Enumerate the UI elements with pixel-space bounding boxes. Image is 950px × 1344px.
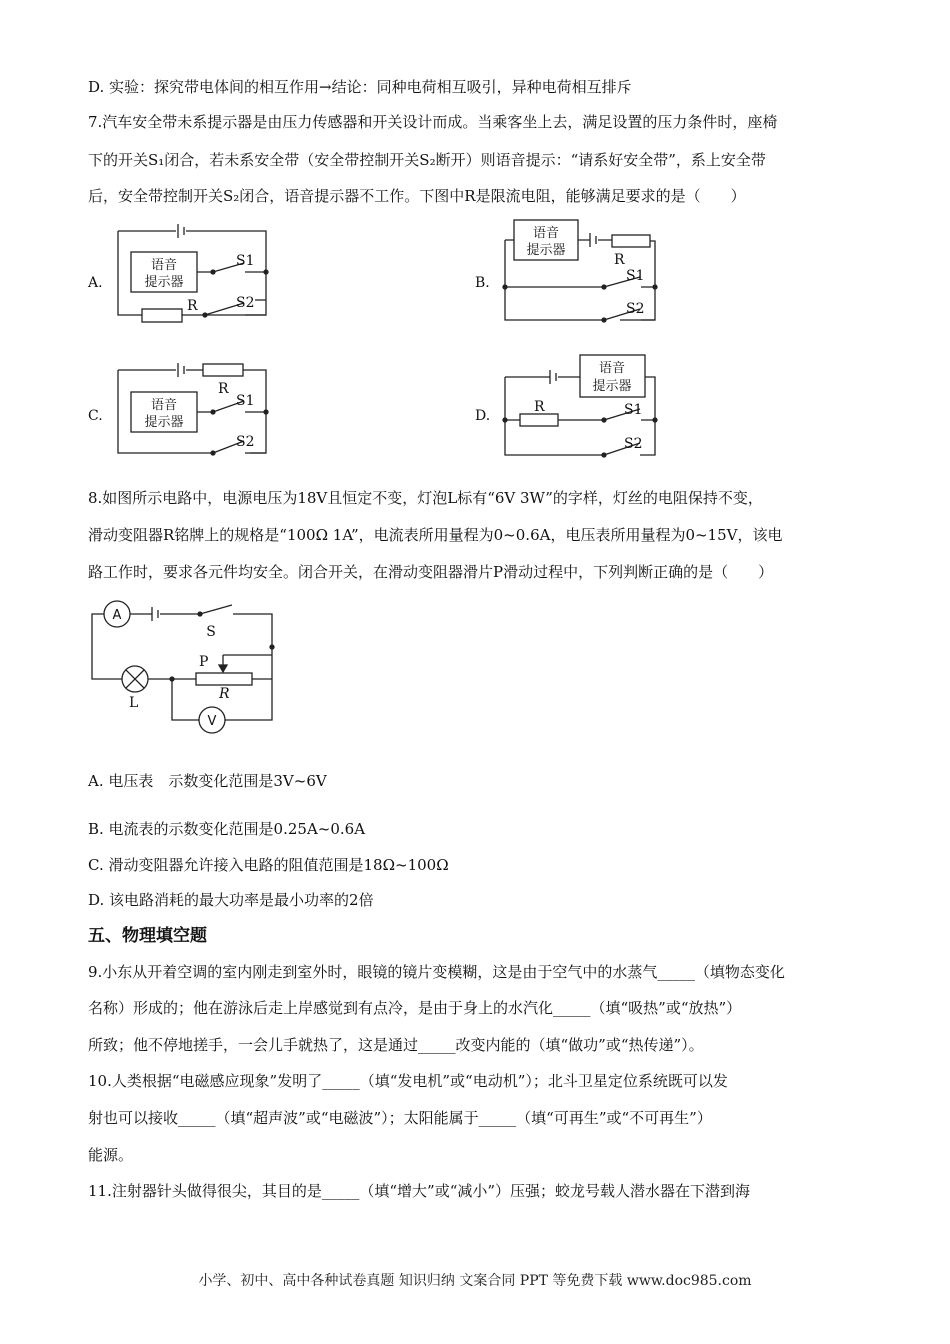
circuit-c-box-line2: 提示器: [144, 415, 184, 430]
circuit-a-box-line1: 语音: [150, 258, 178, 273]
circuit-a-r-label: R: [187, 298, 198, 314]
q8-option-d: D. 该电路消耗的最大功率是最小功率的2倍: [88, 891, 374, 909]
slider-label: P: [199, 654, 209, 670]
q8-text-line1: 8.如图所示电路中，电源电压为18V且恒定不变，灯泡L标有“6V 3W”的字样，灯丝的电阻保持不变，: [88, 489, 763, 507]
circuit-c-box-line1: 语音: [150, 398, 178, 413]
q9-text-line3: 所致；他不停地搓手，一会儿手就热了，这是通过_____改变内能的（填“做功”或“热传递”）。: [88, 1036, 704, 1054]
q7-circuit-diagrams: [0, 215, 950, 465]
q9-text-line1: 9.小东从开着空调的室内刚走到室外时，眼镜的镜片变模糊，这是由于空气中的水蒸气_____（填物态变化: [88, 963, 785, 981]
q6-option-d: D. 实验：探究带电体间的相互作用→结论：同种电荷相互吸引，异种电荷相互排斥: [88, 78, 632, 96]
circuit-d-option-label: D.: [475, 408, 491, 424]
circuit-b-option-label: B.: [475, 275, 490, 291]
circuit-d-s2-label: S2: [624, 436, 643, 452]
q10-text-line3: 能源。: [88, 1146, 134, 1164]
circuit-c-s2-label: S2: [236, 434, 255, 450]
circuit-d-box-line2: 提示器: [592, 379, 632, 394]
voltmeter-label: V: [207, 714, 217, 729]
circuit-c-s1-label: S1: [236, 393, 255, 409]
q8-circuit-diagram: [80, 595, 300, 735]
q8-text-line3: 路工作时，要求各元件均安全。闭合开关，在滑动变阻器滑片P滑动过程中，下列判断正确的是（ ）: [88, 563, 774, 581]
circuit-b-box-line1: 语音: [532, 226, 560, 241]
q7-text-line2: 下的开关S₁闭合，若未系安全带（安全带控制开关S₂断开）则语音提示：“请系好安全带”，系上安全带: [88, 151, 766, 169]
q7-text-line1: 7.汽车安全带未系提示器是由压力传感器和开关设计而成。当乘客坐上去，满足设置的压力条件时，座椅: [88, 113, 778, 131]
circuit-b-s1-label: S1: [626, 268, 645, 284]
q10-text-line1: 10.人类根据“电磁感应现象”发明了_____（填“发电机”或“电动机”）；北斗卫星定位系统既可以发: [88, 1072, 728, 1090]
circuit-a-option-label: A.: [88, 275, 103, 291]
q7-text-line3: 后，安全带控制开关S₂闭合，语音提示器不工作。下图中R是限流电阻，能够满足要求的是（ ）: [88, 187, 746, 205]
switch-label: S: [206, 624, 216, 640]
q8-option-b: B. 电流表的示数变化范围是0.25A~0.6A: [88, 820, 366, 838]
ammeter-label: A: [112, 608, 122, 623]
circuit-a-s1-label: S1: [236, 253, 255, 269]
q8-text-line2: 滑动变阻器R铭牌上的规格是“100Ω 1A”，电流表所用量程为0~0.6A，电压表所用量程为0~15V，该电: [88, 526, 783, 544]
circuit-c-r-label: R: [218, 381, 229, 397]
q8-option-c: C. 滑动变阻器允许接入电路的阻值范围是18Ω~100Ω: [88, 856, 449, 874]
q11-text-line1: 11.注射器针头做得很尖，其目的是_____（填“增大”或“减小”）压强；蛟龙号载人潜水器在下潜到海: [88, 1182, 751, 1200]
circuit-d-box-line1: 语音: [598, 361, 626, 376]
circuit-a-s2-label: S2: [236, 295, 255, 311]
rheostat-label: R: [219, 686, 230, 702]
circuit-a-box-line2: 提示器: [144, 275, 184, 290]
circuit-d-r-label: R: [534, 399, 545, 415]
circuit-b-box-line2: 提示器: [526, 243, 566, 258]
page-footer: 小学、初中、高中各种试卷真题 知识归纳 文案合同 PPT 等免费下载 www.doc985.com: [198, 1273, 752, 1289]
circuit-c-option-label: C.: [88, 408, 103, 424]
q10-text-line2: 射也可以接收_____（填“超声波”或“电磁波”）；太阳能属于_____（填“可再生”或“不可再生”）: [88, 1109, 712, 1127]
section-heading: 五、物理填空题: [88, 926, 207, 946]
lamp-label: L: [129, 695, 139, 711]
q8-option-a: A. 电压表 示数变化范围是3V~6V: [88, 772, 327, 790]
circuit-b-r-label: R: [614, 252, 625, 268]
q9-text-line2: 名称）形成的；他在游泳后走上岸感觉到有点冷，是由于身上的水汽化_____（填“吸热”或“放热”）: [88, 999, 742, 1017]
circuit-b-s2-label: S2: [626, 301, 645, 317]
circuit-d-s1-label: S1: [624, 402, 643, 418]
